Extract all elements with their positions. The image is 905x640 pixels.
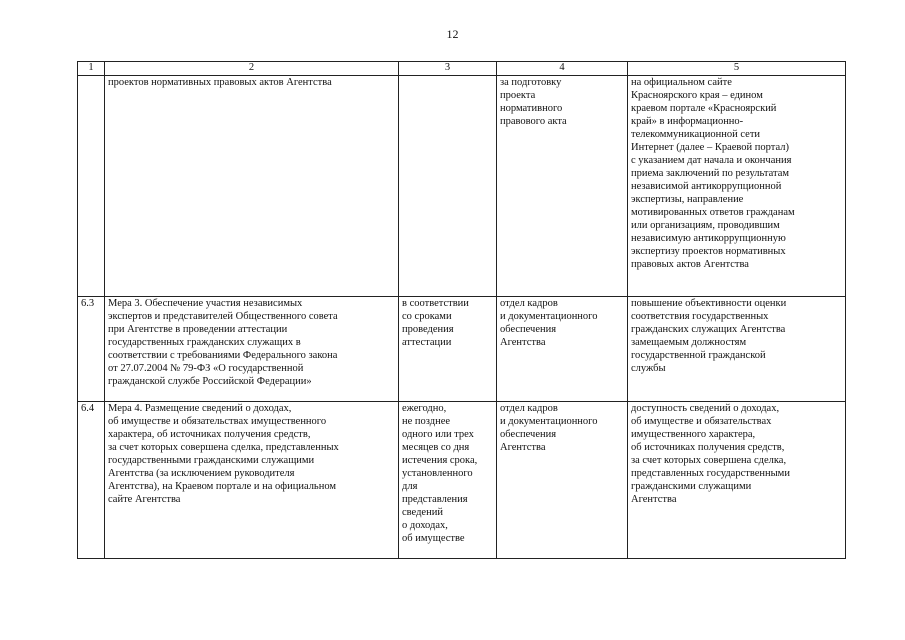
cell-line: мотивированных ответов гражданам (631, 207, 795, 218)
cell-line: имущественного характера, (631, 429, 756, 440)
result-cell (628, 76, 846, 297)
measure-cell (105, 76, 399, 297)
column-header-3: 3 (399, 62, 497, 76)
cell-line: месяцев со дня (402, 442, 470, 453)
column-header-1: 1 (78, 62, 105, 76)
cell-line: от 27.07.2004 № 79-ФЗ «О государственной (108, 363, 304, 374)
cell-line: замещаемым должностям (631, 337, 747, 348)
cell-line: за счет которых совершена сделка, представленных (108, 442, 339, 453)
cell-line: об источниках получения средств, (631, 442, 785, 453)
cell-line: Агентства), на Краевом портале и на официальном (108, 481, 337, 492)
responsible-cell (497, 76, 628, 297)
cell-line: службы (631, 363, 666, 374)
cell-line: об имуществе и обязательствах (631, 416, 772, 427)
cell-line: на официальном сайте (631, 77, 732, 88)
deadline-cell (399, 76, 497, 297)
cell-line: или организациям, проводившим (631, 220, 780, 231)
row-number: 6.4 (78, 402, 105, 559)
cell-line: правовых актов Агентства (631, 259, 749, 270)
cell-line: с указанием дат начала и окончания (631, 155, 792, 166)
cell-line: повышение объективности оценки (631, 298, 787, 309)
measure-cell (105, 402, 399, 559)
cell-line: сведений (402, 507, 443, 518)
cell-line: государственными гражданскими служащими (108, 455, 315, 466)
cell-line: об имуществе и обязательствах имущественного (108, 416, 327, 427)
cell-line: ежегодно, (402, 403, 447, 414)
cell-line: проектов нормативных правовых актов Агентства (108, 77, 332, 88)
table-row (78, 402, 846, 559)
cell-line: Интернет (далее – Краевой портал) (631, 142, 789, 153)
cell-line: за подготовку (500, 77, 562, 88)
cell-line: Агентства (500, 442, 546, 453)
cell-line: соответствии с требованиями Федерального закона (108, 350, 338, 361)
cell-line: краевом портале «Красноярский (631, 103, 777, 114)
cell-line: одного или трех (402, 429, 474, 440)
cell-line: правового акта (500, 116, 567, 127)
cell-line: экспертизу проектов нормативных (631, 246, 786, 257)
deadline-cell (399, 297, 497, 402)
table-row (78, 297, 846, 402)
cell-line: со сроками (402, 311, 452, 322)
column-header-5: 5 (628, 62, 846, 76)
cell-line: Мера 3. Обеспечение участия независимых (108, 298, 303, 309)
cell-line: представления (402, 494, 468, 505)
responsible-cell (497, 402, 628, 559)
cell-line: и документационного (500, 311, 598, 322)
cell-line: телекоммуникационной сети (631, 129, 761, 140)
cell-line: не позднее (402, 416, 451, 427)
cell-line: отдел кадров (500, 298, 558, 309)
cell-line: Агентства (за исключением руководителя (108, 468, 295, 479)
cell-line: Мера 4. Размещение сведений о доходах, (108, 403, 292, 414)
table-row (78, 76, 846, 297)
cell-line: доступность сведений о доходах, (631, 403, 780, 414)
cell-line: в соответствии (402, 298, 469, 309)
page-number: 12 (446, 27, 459, 41)
cell-line: проведения (402, 324, 454, 335)
result-cell (628, 402, 846, 559)
cell-line: гражданскими служащими (631, 481, 752, 492)
cell-line: независимую антикоррупционную (631, 233, 786, 244)
column-header-4: 4 (497, 62, 628, 76)
cell-line: сайте Агентства (108, 494, 181, 505)
cell-line: экспертов и представителей Общественного совета (108, 311, 338, 322)
cell-line: за счет которых совершена сделка, (631, 455, 787, 466)
cell-line: при Агентстве в проведении аттестации (108, 324, 288, 335)
cell-line: о доходах, (402, 520, 448, 531)
cell-line: Агентства (631, 494, 677, 505)
cell-line: экспертизы, направление (631, 194, 744, 205)
cell-line: край» в информационно- (631, 116, 744, 127)
cell-line: Красноярского края – едином (631, 90, 763, 101)
cell-line: Агентства (500, 337, 546, 348)
cell-line: государственных гражданских служащих в (108, 337, 301, 348)
cell-line: государственной гражданской (631, 350, 766, 361)
responsible-cell (497, 297, 628, 402)
cell-line: для (402, 481, 418, 492)
cell-line: независимой антикоррупционной (631, 181, 782, 192)
cell-line: гражданской службе Российской Федерации» (108, 376, 312, 387)
deadline-cell (399, 402, 497, 559)
result-cell (628, 297, 846, 402)
cell-line: приема заключений по результатам (631, 168, 790, 179)
cell-line: представленных государственными (631, 468, 790, 479)
column-number-row (78, 62, 846, 76)
cell-line: аттестации (402, 337, 452, 348)
cell-line: обеспечения (500, 429, 557, 440)
cell-line: истечения срока, (402, 455, 478, 466)
cell-line: отдел кадров (500, 403, 558, 414)
row-number: 6.3 (78, 297, 105, 402)
cell-line: гражданских служащих Агентства (631, 324, 786, 335)
column-header-2: 2 (105, 62, 399, 76)
cell-line: нормативного (500, 103, 563, 114)
cell-line: установленного (402, 468, 473, 479)
cell-line: проекта (500, 90, 536, 101)
cell-line: соответствия государственных (631, 311, 769, 322)
cell-line: характера, об источниках получения средств, (108, 429, 311, 440)
measure-cell (105, 297, 399, 402)
row-number (78, 76, 105, 297)
measures-table (77, 61, 846, 559)
cell-line: об имуществе (402, 533, 465, 544)
cell-line: обеспечения (500, 324, 557, 335)
cell-line: и документационного (500, 416, 598, 427)
